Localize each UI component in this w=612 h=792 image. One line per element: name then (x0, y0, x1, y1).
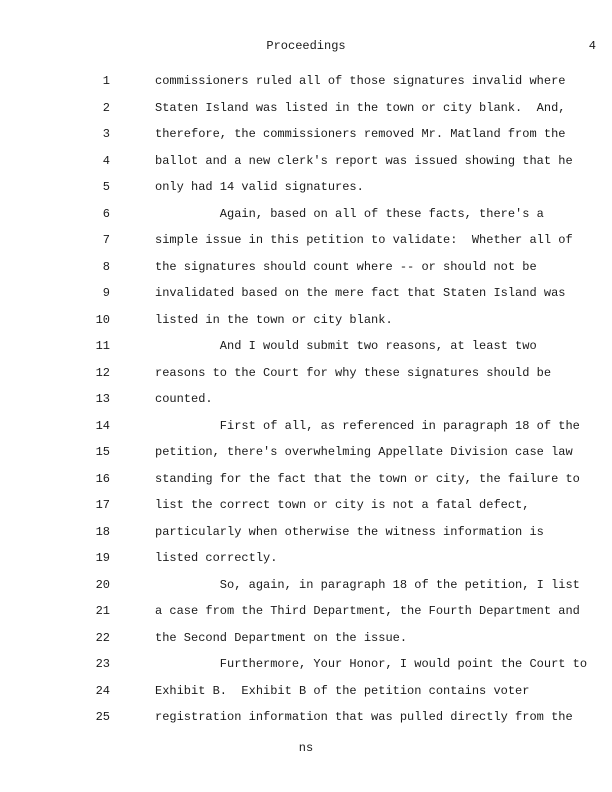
transcript-line (0, 285, 612, 312)
line-number: 15 (95, 445, 110, 459)
line-number: 10 (95, 312, 110, 327)
line-text: registration information that was pulled directly from the (155, 710, 573, 724)
line-number: 19 (95, 551, 110, 565)
line-number: 22 (95, 630, 110, 645)
transcript-body (0, 73, 612, 736)
transcript-line (0, 577, 612, 604)
transcript-line (0, 524, 612, 551)
line-number: 13 (95, 392, 110, 406)
line-text: only had 14 valid signatures. (155, 180, 364, 194)
line-number: 6 (102, 206, 110, 221)
line-number: 3 (102, 127, 110, 141)
line-text: And I would submit two reasons, at least two (155, 339, 537, 353)
transcript-line (0, 683, 612, 710)
line-number: 16 (95, 471, 110, 486)
line-number: 7 (102, 233, 110, 247)
page-title: Proceedings (266, 39, 346, 53)
transcript-line (0, 259, 612, 286)
transcript-line (0, 656, 612, 683)
line-text: standing for the fact that the town or city, the failure to (155, 471, 580, 486)
line-text: a case from the Third Department, the Fourth Department and (155, 604, 580, 618)
line-number: 12 (95, 365, 110, 380)
line-text: Furthermore, Your Honor, I would point the Court to (155, 657, 588, 671)
line-number: 20 (95, 577, 110, 592)
transcript-line (0, 365, 612, 392)
line-text: listed in the town or city blank. (155, 312, 393, 327)
line-text: So, again, in paragraph 18 of the petition, I list (155, 577, 580, 592)
line-number: 23 (95, 657, 110, 671)
transcript-line (0, 153, 612, 180)
line-number: 4 (102, 153, 110, 168)
transcript-line (0, 418, 612, 445)
transcript-line (0, 338, 612, 365)
line-text: the Second Department on the issue. (155, 630, 408, 645)
transcript-line (0, 206, 612, 233)
line-text: particularly when otherwise the witness information is (155, 524, 544, 539)
line-number: 8 (102, 259, 110, 274)
line-text: invalidated based on the mere fact that Staten Island was (155, 286, 566, 300)
line-number: 25 (95, 710, 110, 724)
line-number: 1 (102, 74, 110, 88)
transcript-line (0, 100, 612, 127)
transcript-line (0, 630, 612, 657)
line-number: 21 (95, 604, 110, 618)
line-number: 17 (95, 498, 110, 512)
transcript-line (0, 126, 612, 153)
line-number: 5 (102, 180, 110, 194)
line-text: Again, based on all of these facts, there's a (155, 206, 544, 221)
line-text: listed correctly. (155, 551, 278, 565)
line-text: therefore, the commissioners removed Mr. Matland from the (155, 127, 566, 141)
footer-initials: ns (298, 741, 314, 755)
line-number: 9 (102, 286, 110, 300)
transcript-line (0, 444, 612, 471)
page-number: 4 (588, 39, 596, 53)
transcript-line (0, 391, 612, 418)
line-text: counted. (155, 392, 213, 406)
line-text: the signatures should count where -- or should not be (155, 259, 537, 274)
line-number: 24 (95, 683, 110, 698)
transcript-line (0, 550, 612, 577)
transcript-line (0, 232, 612, 259)
line-text: First of all, as referenced in paragraph 18 of the (155, 418, 580, 433)
line-text: Exhibit B. Exhibit B of the petition contains voter (155, 683, 530, 698)
transcript-line (0, 709, 612, 736)
line-number: 11 (95, 339, 110, 353)
line-text: ballot and a new clerk's report was issued showing that he (155, 153, 573, 168)
transcript-line (0, 471, 612, 498)
line-number: 14 (95, 418, 110, 433)
line-text: Staten Island was listed in the town or city blank. And, (155, 100, 566, 115)
line-text: simple issue in this petition to validate: Whether all of (155, 233, 573, 247)
line-text: list the correct town or city is not a fatal defect, (155, 498, 530, 512)
line-number: 2 (102, 100, 110, 115)
transcript-line (0, 603, 612, 630)
transcript-line (0, 497, 612, 524)
line-text: commissioners ruled all of those signatures invalid where (155, 74, 566, 88)
line-number: 18 (95, 524, 110, 539)
line-text: reasons to the Court for why these signatures should be (155, 365, 552, 380)
transcript-line (0, 73, 612, 100)
transcript-line (0, 312, 612, 339)
line-text: petition, there's overwhelming Appellate Division case law (155, 445, 573, 459)
transcript-line (0, 179, 612, 206)
